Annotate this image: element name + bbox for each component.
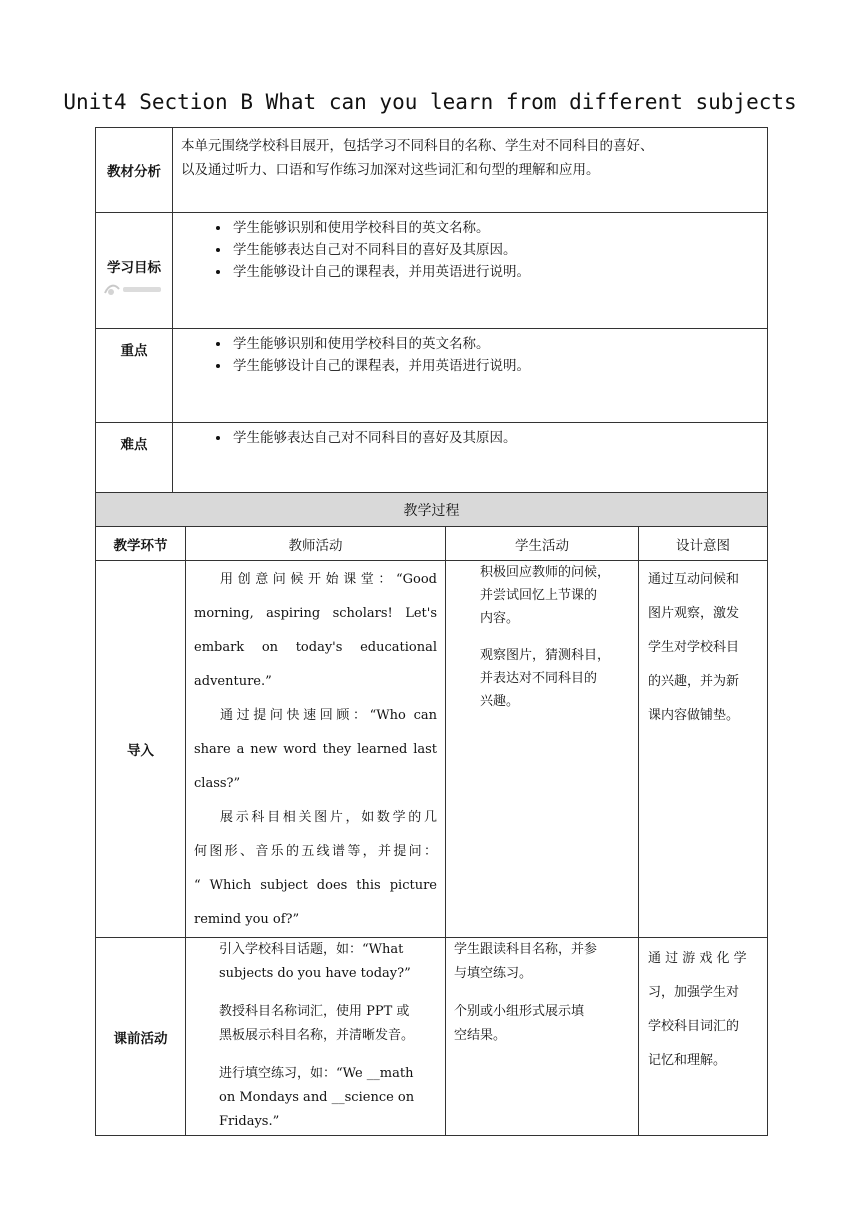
text-line: 展示科目相关图片，如数学的几 — [220, 810, 437, 825]
text-line: 用创意问候开始课堂：“Good — [220, 572, 437, 587]
text-line: 空结果。 — [454, 1028, 507, 1043]
text-line: 兴趣。 — [480, 694, 520, 709]
teacher-activity — [186, 938, 446, 1136]
text-line: 学生跟读科目名称，并参 — [454, 942, 598, 957]
analysis-text — [173, 128, 768, 213]
process-banner: 教学过程 — [96, 493, 768, 527]
text-line: class?” — [194, 776, 241, 791]
text-line: 个别或小组形式展示填 — [454, 1004, 585, 1019]
text-line: 通过提问快速回顾：“Who can — [220, 708, 437, 723]
stage-label: 课前活动 — [96, 938, 186, 1136]
text-line: on Mondays and __science on — [219, 1090, 415, 1105]
document-title: Unit4 Section B What can you learn from different subjects — [63, 90, 797, 114]
list-item: • 学生能够识别和使用学校科目的英文名称。 — [231, 333, 767, 355]
column-header: 设计意图 — [639, 527, 768, 561]
objectives-label: 学习目标 — [107, 259, 161, 276]
overview-table — [95, 127, 768, 493]
text-line: 图片观察，激发 — [648, 606, 740, 621]
text-line: remind you of?” — [194, 912, 300, 927]
key-points-list — [173, 329, 768, 423]
analysis-line: 以及通过听力、口语和写作练习加深对这些词汇和句型的理解和应用。 — [181, 162, 600, 178]
difficulties-list — [173, 423, 768, 493]
list-item: • 学生能够表达自己对不同科目的喜好及其原因。 — [231, 239, 767, 261]
text-line: 观察图片，猜测科目， — [480, 648, 611, 663]
text-line: share a new word they learned last — [194, 742, 437, 757]
list-item: • 学生能够表达自己对不同科目的喜好及其原因。 — [231, 427, 767, 449]
list-item: • 学生能够设计自己的课程表，并用英语进行说明。 — [231, 261, 767, 283]
text-line: embark on today's educational — [194, 640, 437, 655]
column-header: 教师活动 — [186, 527, 446, 561]
text-line: 何图形、音乐的五线谱等，并提问： — [194, 844, 437, 859]
row-label — [96, 213, 173, 329]
overview-row-difficulties — [96, 423, 768, 493]
text-line: 与填空练习。 — [454, 966, 533, 981]
design-intent — [639, 938, 768, 1136]
row-label: 难点 — [96, 423, 173, 493]
student-activity — [446, 938, 639, 1136]
text-line: morning, aspiring scholars! Let's — [194, 606, 437, 621]
objectives-list — [173, 213, 768, 329]
design-intent — [639, 561, 768, 938]
text-line: 教授科目名称词汇，使用 PPT 或 — [219, 1004, 410, 1019]
watermark-logo-icon — [103, 282, 165, 296]
text-line: 通 过 游 戏 化 学 — [648, 951, 747, 966]
process-row-pre-class — [96, 938, 768, 1136]
text-line: 并表达对不同科目的 — [480, 671, 598, 686]
text-line: 通过互动问候和 — [648, 572, 740, 587]
process-row-intro — [96, 561, 768, 938]
text-line: 习，加强学生对 — [648, 985, 740, 1000]
stage-label: 导入 — [96, 561, 186, 938]
analysis-line: 本单元围绕学校科目展开，包括学习不同科目的名称、学生对不同科目的喜好、 — [181, 138, 654, 154]
text-line: 积极回应教师的问候， — [480, 565, 611, 580]
text-line: adventure.” — [194, 674, 272, 689]
overview-row-key-points — [96, 329, 768, 423]
text-line: “ Which subject does this picture — [194, 878, 437, 893]
process-banner-row — [96, 493, 768, 527]
text-line: Fridays.” — [219, 1114, 280, 1129]
text-line: 黑板展示科目名称，并清晰发音。 — [219, 1028, 415, 1043]
text-line: 引入学校科目话题，如：“What — [219, 942, 404, 957]
text-line: 进行填空练习，如：“We __math — [219, 1066, 414, 1081]
overview-row-objectives — [96, 213, 768, 329]
process-table — [95, 492, 768, 1136]
column-header: 学生活动 — [446, 527, 639, 561]
text-line: 的兴趣，并为新 — [648, 674, 740, 689]
text-line: 学生对学校科目 — [648, 640, 740, 655]
student-activity — [446, 561, 639, 938]
teacher-activity — [186, 561, 446, 938]
text-line: 课内容做铺垫。 — [648, 708, 740, 723]
text-line: 记忆和理解。 — [648, 1053, 727, 1068]
list-item: • 学生能够设计自己的课程表，并用英语进行说明。 — [231, 355, 767, 377]
text-line: subjects do you have today?” — [219, 966, 411, 981]
overview-row-analysis — [96, 128, 768, 213]
text-line: 学校科目词汇的 — [648, 1019, 740, 1034]
text-line: 并尝试回忆上节课的 — [480, 588, 598, 603]
row-label: 重点 — [96, 329, 173, 423]
text-line: 内容。 — [480, 611, 520, 626]
process-header-row — [96, 527, 768, 561]
column-header: 教学环节 — [96, 527, 186, 561]
list-item: • 学生能够识别和使用学校科目的英文名称。 — [231, 217, 767, 239]
row-label: 教材分析 — [96, 128, 173, 213]
